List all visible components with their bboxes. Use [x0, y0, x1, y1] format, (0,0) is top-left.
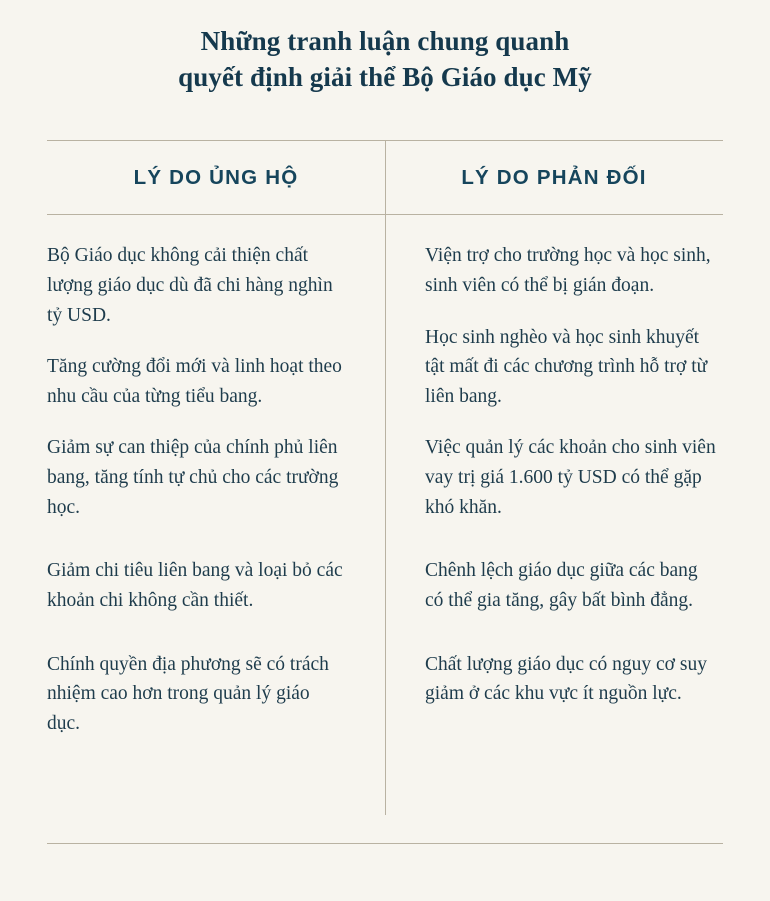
list-item: Chất lượng giáo dục có nguy cơ suy giảm ở các khu vực ít nguồn lực.: [425, 653, 707, 705]
list-item: Giảm sự can thiệp của chính phủ liên bang, tăng tính tự chủ cho các trường học.: [47, 437, 339, 518]
list-item: Chính quyền địa phương sẽ có trách nhiệm cao hơn trong quản lý giáo dục.: [47, 653, 329, 734]
column-header-pro: LÝ DO ỦNG HỘ: [133, 166, 299, 190]
page-title-line-2: quyết định giải thể Bộ Giáo dục Mỹ: [178, 61, 592, 92]
column-con: [385, 141, 723, 214]
table-body-vertical-divider: [385, 215, 386, 815]
list-item: Việc quản lý các khoản cho sinh viên vay trị giá 1.600 tỷ USD có thể gặp khó khăn.: [425, 437, 716, 518]
list-item: Học sinh nghèo và học sinh khuyết tật mất đi các chương trình hỗ trợ từ liên bang.: [425, 326, 708, 407]
table-bottom-divider: [47, 843, 723, 844]
column-con-body: [385, 215, 723, 815]
table-footer-space: [47, 815, 723, 843]
list-item: Chênh lệch giáo dục giữa các bang có thể gia tăng, gây bất bình đẳng.: [425, 560, 698, 611]
comparison-table: [47, 140, 723, 844]
page-title-line-1: Những tranh luận chung quanh: [200, 26, 570, 56]
table-body-row: [47, 215, 723, 815]
list-item: Viện trợ cho trường học và học sinh, sinh viên có thể bị gián đoạn.: [425, 245, 711, 296]
table-header-row: [47, 141, 723, 214]
column-pro-body: [47, 215, 385, 815]
list-item: Bộ Giáo dục không cải thiện chất lượng giáo dục dù đã chi hàng nghìn tỷ USD.: [47, 245, 333, 326]
list-item: Tăng cường đổi mới và linh hoạt theo nhu cầu của từng tiểu bang.: [47, 356, 342, 407]
list-item: Giảm chi tiêu liên bang và loại bỏ các khoản chi không cần thiết.: [47, 560, 343, 611]
page-title: [0, 0, 770, 95]
table-vertical-divider: [385, 141, 386, 214]
column-header-con: LÝ DO PHẢN ĐỐI: [461, 166, 647, 190]
column-pro: [47, 141, 385, 214]
